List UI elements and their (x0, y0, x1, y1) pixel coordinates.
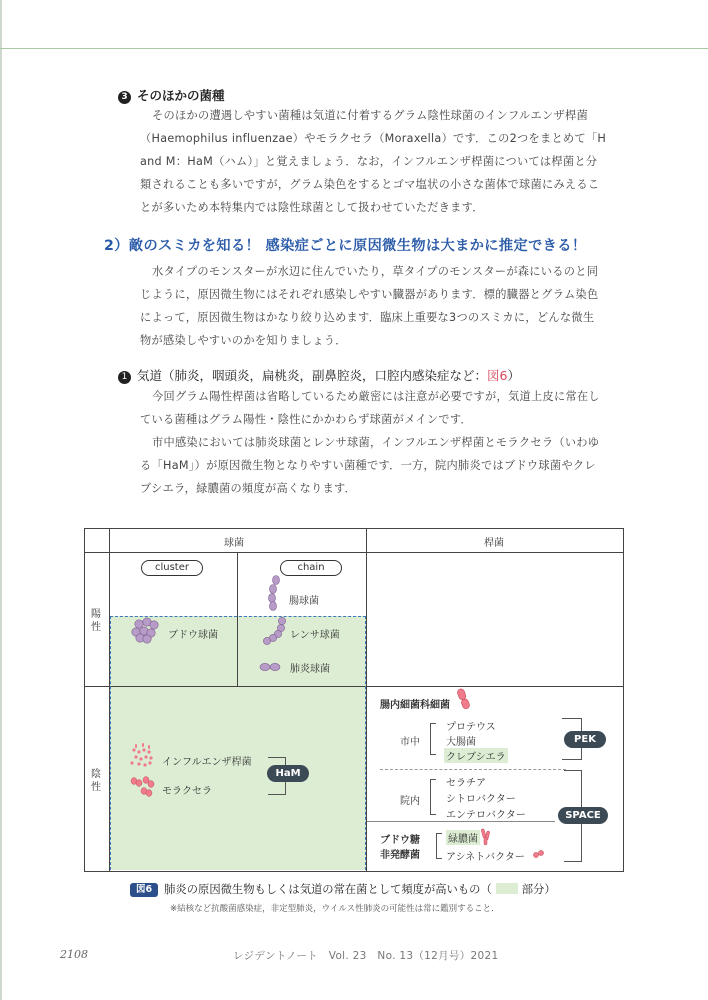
label-klebsiella: クレブシエラ (444, 748, 508, 763)
subsection1-title: 気道（肺炎，咽頭炎，扁桃炎，副鼻腔炎，口腔内感染症など： (137, 368, 488, 383)
streptococcus-icon (263, 617, 285, 644)
nonferm-bracket (436, 833, 442, 859)
pek-badge: PEK (564, 731, 606, 748)
section3-heading (118, 86, 225, 104)
label-enterobacter: エンテロバクター (446, 810, 526, 821)
haemophilus-icon (130, 743, 152, 767)
moraxella-icon (131, 777, 154, 797)
pneumococcus-icon (260, 663, 280, 670)
staphylococcus-icon (132, 618, 158, 643)
label-streptococcus: レンサ球菌 (290, 630, 340, 641)
community-hospital-divider (380, 769, 566, 770)
label-pseudomonas: 緑膿菌 (446, 830, 480, 845)
row-label-negative: 陰 性 (91, 769, 101, 793)
subsection1-paragraph (140, 385, 650, 500)
page-border (0, 0, 2, 1000)
sub1-line-4: る「HaM」）が原因微生物となりやすい菌種です．一方，院内肺炎ではブドウ球菌やクレ (140, 459, 596, 472)
section3-line-5: とが多いため本特集内では陰性球菌として扱わせていただきます． (140, 201, 484, 214)
label-acinetobacter: アシネトバクター (446, 852, 525, 863)
community-bracket (430, 723, 436, 755)
header-rule (0, 48, 708, 49)
section3-number: 3 (118, 91, 131, 104)
section3-line-3: and M：HaM（ハム）」と覚えましょう．なお，インフルエンザ桿菌については桿菌と分 (140, 155, 598, 168)
enterobacteriaceae-icon (456, 688, 470, 710)
label-community: 市中 (400, 737, 420, 748)
space-badge: SPACE (558, 807, 608, 824)
caption-figure-label: 図6 (130, 883, 158, 897)
header-cocci: 球菌 (224, 538, 244, 549)
label-enterococcus: 腸球菌 (289, 596, 319, 607)
figure-6-reference[interactable]: 図6 (487, 368, 508, 383)
sub1-line-2: ている菌種はグラム陽性・陰性にかかわらず球菌がメインです． (140, 413, 472, 426)
subsection1-heading (118, 366, 520, 384)
section3-paragraph (140, 104, 650, 219)
cluster-label: cluster (141, 560, 203, 576)
section3-line-4: 類されることも多いですが，グラム染色をするとゴマ塩状の小さな菌体で球菌にみえるこ (140, 178, 600, 191)
figure-caption (130, 881, 556, 897)
enterococcus-icon (269, 576, 280, 611)
ham-badge: HaM (267, 765, 309, 782)
header-bacilli: 桿菌 (484, 538, 504, 549)
label-enterobacteriaceae: 腸内細菌科細菌 (380, 700, 450, 711)
sub1-line-5: ブシエラ，緑膿菌の頻度が高くなります． (140, 482, 357, 495)
label-proteus: プロテウス (446, 722, 496, 733)
subsection1-number: 1 (118, 371, 131, 384)
intro-line-2: じように，原因微生物にはそれぞれ感染しやすい臓器があります．標的臓器とグラム染色 (140, 288, 599, 301)
acinetobacter-icon (533, 850, 543, 857)
section3-line-1: そのほかの遭遇しやすい菌種は気道に付着するグラム陰性球菌のインフルエンザ桿菌 (152, 109, 588, 122)
label-citrobacter: シトロバクター (446, 794, 516, 805)
intro-line-4: 物が感染しやすいのかを知りましょう． (140, 334, 347, 347)
section3-title: そのほかの菌種 (137, 88, 225, 103)
caption-text: 肺炎の原因微生物もしくは気道の常在菌として頻度が高いもの（ (164, 883, 492, 896)
section3-line-2: （Haemophilus influenzae）やモラクセラ（Moraxella）です．この2つをまとめて「H (140, 132, 607, 145)
heading-2: 2）敵のスミカを知る！ 感染症ごとに原因微生物は大まかに推定できる！ (104, 238, 587, 254)
page-number: 2108 (60, 948, 88, 961)
journal-info: レジデントノート Vol. 23 No. 13（12月号）2021 (233, 950, 499, 962)
label-moraxella: モラクセラ (162, 786, 212, 797)
figure-6 (84, 528, 624, 872)
caption-note: ※結核など抗酸菌感染症，非定型肺炎，ウイルス性肺炎の可能性は常に鑑別すること． (170, 904, 500, 914)
label-ecoli: 大腸菌 (446, 737, 476, 748)
subsection1-close: ） (507, 368, 520, 383)
intro-line-3: によって，原因微生物はかなり絞り込めます．臨床上重要な3つのスミカに，どんな微生 (140, 311, 595, 324)
sub1-line-1: 今回グラム陽性桿菌は省略しているため厳密には注意が必要ですが，気道上皮に常在し (152, 390, 600, 403)
caption-green-swatch (496, 883, 518, 894)
label-staphylococcus: ブドウ球菌 (168, 630, 218, 641)
label-pneumococcus: 肺炎球菌 (290, 664, 330, 675)
row-label-positive: 陽 性 (91, 609, 101, 633)
hospital-bracket (430, 779, 436, 815)
chain-label: chain (280, 560, 342, 576)
intro-paragraph (140, 260, 650, 352)
intro-line-1: 水タイプのモンスターが水辺に住んでいたり，草タイプのモンスターが森にいるのと同 (152, 265, 599, 278)
label-nonferm-2: 非発酵菌 (380, 850, 420, 861)
sub1-line-3: 市中感染においては肺炎球菌とレンサ球菌，インフルエンザ桿菌とモラクセラ（いわゆ (152, 436, 600, 449)
label-hospital: 院内 (400, 796, 420, 807)
label-haemophilus: インフルエンザ桿菌 (162, 757, 252, 768)
nonferm-divider (367, 821, 555, 822)
label-serratia: セラチア (446, 778, 486, 789)
caption-part: 部分） (521, 883, 556, 896)
label-nonferm-1: ブドウ糖 (380, 835, 420, 846)
pseudomonas-icon (481, 829, 490, 845)
